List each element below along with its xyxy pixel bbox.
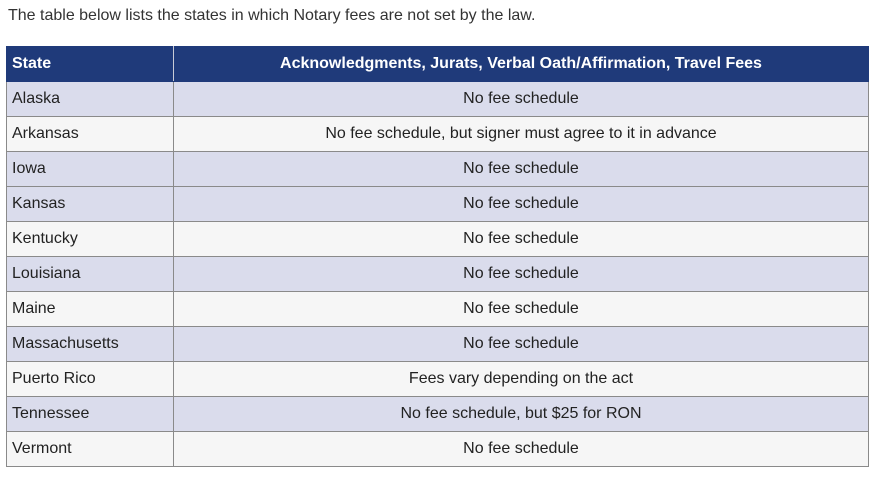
header-row: [7, 47, 869, 82]
cell-fees: Fees vary depending on the act: [174, 362, 869, 397]
cell-state: Puerto Rico: [7, 362, 174, 397]
table-row: [7, 397, 869, 432]
cell-fees: No fee schedule: [174, 82, 869, 117]
cell-state: Vermont: [7, 432, 174, 467]
table-row: [7, 327, 869, 362]
cell-fees: No fee schedule, but signer must agree to it in advance: [174, 117, 869, 152]
cell-state: Arkansas: [7, 117, 174, 152]
cell-fees: No fee schedule: [174, 432, 869, 467]
cell-state: Maine: [7, 292, 174, 327]
table-row: [7, 432, 869, 467]
cell-fees: No fee schedule: [174, 327, 869, 362]
table-row: [7, 362, 869, 397]
cell-state: Massachusetts: [7, 327, 174, 362]
cell-fees: No fee schedule: [174, 222, 869, 257]
table-row: [7, 187, 869, 222]
table-row: [7, 117, 869, 152]
cell-state: Kentucky: [7, 222, 174, 257]
cell-fees: No fee schedule, but $25 for RON: [174, 397, 869, 432]
header-fees: Acknowledgments, Jurats, Verbal Oath/Affirmation, Travel Fees: [174, 47, 869, 82]
cell-state: Louisiana: [7, 257, 174, 292]
cell-fees: No fee schedule: [174, 187, 869, 222]
cell-fees: No fee schedule: [174, 257, 869, 292]
table-header: [7, 47, 869, 82]
cell-state: Tennessee: [7, 397, 174, 432]
cell-state: Iowa: [7, 152, 174, 187]
table-row: [7, 257, 869, 292]
table-row: [7, 292, 869, 327]
cell-fees: No fee schedule: [174, 152, 869, 187]
table-row: [7, 82, 869, 117]
table-row: [7, 152, 869, 187]
table-row: [7, 222, 869, 257]
intro-text: The table below lists the states in which Notary fees are not set by the law.: [8, 7, 536, 24]
table-body: [7, 82, 869, 467]
notary-fees-table: [6, 46, 869, 467]
cell-state: Kansas: [7, 187, 174, 222]
cell-fees: No fee schedule: [174, 292, 869, 327]
cell-state: Alaska: [7, 82, 174, 117]
header-state: State: [7, 47, 174, 82]
